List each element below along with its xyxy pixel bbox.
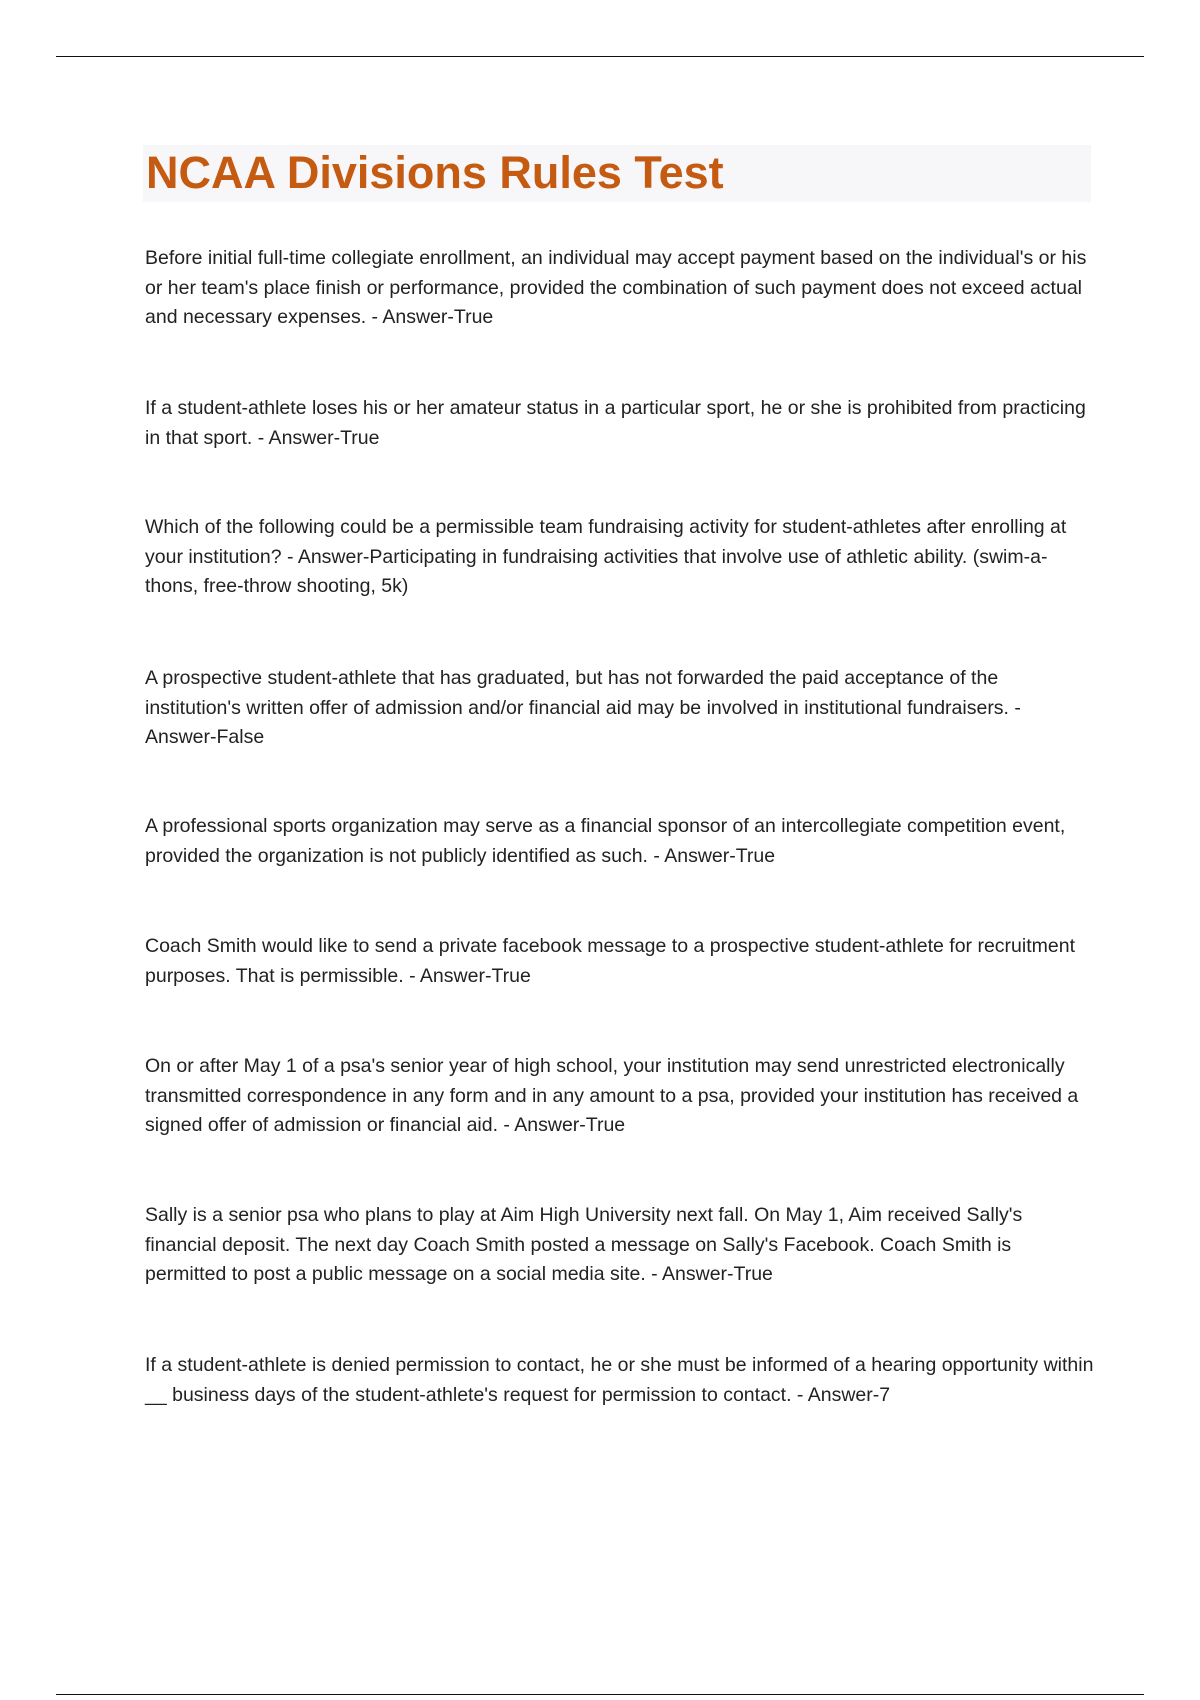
document-title: NCAA Divisions Rules Test xyxy=(146,147,724,198)
page-bottom-rule xyxy=(56,1694,1144,1695)
page-top-rule xyxy=(56,56,1144,57)
question-answer-1: Before initial full-time collegiate enrollment, an individual may accept payment based on the individual's or his or her team's place finish or performance, provided the combination of such payment does not exceed actual and necessary expenses. - Answer-True xyxy=(145,247,1087,328)
question-answer-6: Coach Smith would like to send a private facebook message to a prospective student-athlete for recruitment purposes. That is permissible. - Answer-True xyxy=(145,935,1075,987)
question-answer-8: Sally is a senior psa who plans to play at Aim High University next fall. On May 1, Aim received Sally's financial deposit. The next day Coach Smith posted a message on Sally's Facebook. Coach Smith is permitted to post a public message on a social media site. - Answer-True xyxy=(145,1204,1023,1285)
question-answer-2: If a student-athlete loses his or her amateur status in a particular sport, he or she is prohibited from practicing in that sport. - Answer-True xyxy=(145,397,1086,449)
question-answer-7: On or after May 1 of a psa's senior year of high school, your institution may send unrestricted electronically transmitted correspondence in any form and in any amount to a psa, provided your institution has received a signed offer of admission or financial aid. - Answer-True xyxy=(145,1055,1079,1136)
question-answer-4: A prospective student-athlete that has graduated, but has not forwarded the paid acceptance of the institution's written offer of admission and/or financial aid may be involved in institutional fundraisers. - Answer-False xyxy=(145,667,1021,748)
question-answer-9: If a student-athlete is denied permission to contact, he or she must be informed of a hearing opportunity within __ business days of the student-athlete's request for permission to contact. - Answer-7 xyxy=(145,1354,1094,1406)
question-answer-3: Which of the following could be a permissible team fundraising activity for student-athletes after enrolling at your institution? - Answer-Participating in fundraising activities that involve use of athletic ability. (swim-a-thons, free-throw shooting, 5k) xyxy=(145,516,1067,597)
question-answer-5: A professional sports organization may serve as a financial sponsor of an intercollegiate competition event, provided the organization is not publicly identified as such. - Answer-True xyxy=(145,815,1066,867)
